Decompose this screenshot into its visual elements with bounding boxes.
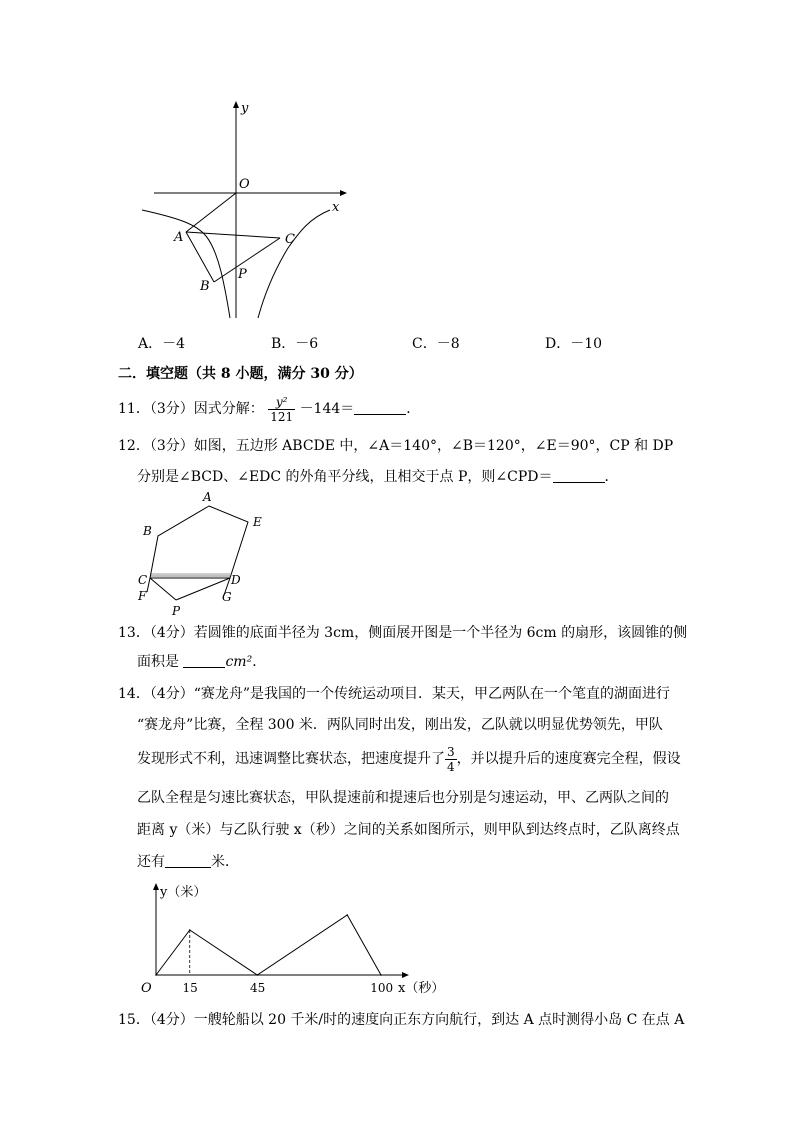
chart-point: [380, 974, 382, 976]
chart-point: [346, 914, 348, 916]
segment-cp: [150, 578, 176, 600]
label-d: D: [231, 573, 241, 587]
q13-answer-blank[interactable]: [183, 653, 225, 668]
figure-pentagon: [134, 488, 274, 618]
q11-fraction-numerator: y²: [268, 395, 295, 410]
q14-answer-blank[interactable]: [165, 853, 211, 868]
q12-end: ．: [604, 469, 619, 485]
q11-fraction-denominator: 121: [270, 409, 294, 424]
option-c-letter: C．: [412, 336, 437, 352]
question-14-line2: “赛龙舟”比赛，全程 300 米．两队同时出发，刚出发，乙队就以明显优势领先，甲队: [137, 717, 663, 733]
question-13-line1: 13．（4分）若圆锥的底面半径为 3cm，侧面展开图是一个半径为 6cm 的扇形，该圆锥的侧: [118, 625, 688, 641]
option-c[interactable]: [412, 333, 460, 353]
option-d[interactable]: [545, 333, 602, 353]
label-c: C: [285, 232, 295, 247]
label-e: E: [253, 515, 262, 529]
q13-line2-text: 面积是: [137, 654, 184, 670]
q11-answer-blank[interactable]: [354, 400, 406, 415]
q13-unit: cm²: [225, 654, 253, 670]
q14-fraction-numerator: 3: [447, 744, 455, 759]
option-b-value: －6: [295, 336, 319, 352]
q14-line3-b: ，并以提升后的速度赛完全程，假设: [456, 751, 681, 767]
label-a: A: [203, 490, 212, 504]
label-g: G: [222, 590, 232, 604]
label-p: P: [172, 604, 181, 618]
option-b-letter: B．: [271, 336, 296, 352]
label-b: B: [200, 279, 210, 294]
section-title: 二．填空题（共 8 小题，满分 30 分）: [118, 366, 363, 382]
chart-y-label: y（米）: [160, 885, 207, 900]
q14-line6-b: 米．: [211, 854, 239, 870]
chart-origin-label: O: [141, 981, 152, 996]
label-a: A: [174, 230, 184, 245]
q11-score: （3分）: [149, 401, 194, 417]
question-11: [118, 392, 420, 426]
q14-line6-a: 还有: [137, 854, 165, 870]
segment-oa: [186, 193, 236, 232]
chart-x-label: x（秒）: [398, 981, 445, 996]
figure-hyperbola: [138, 96, 358, 322]
question-13-line2: [137, 652, 266, 672]
label-x: x: [332, 200, 340, 215]
question-14-line6: [137, 852, 239, 872]
q12-answer-blank[interactable]: [553, 468, 605, 483]
q14-line3-a: 发现形式不利，迅速调整比赛状态，把速度提升了: [137, 751, 445, 767]
option-a-letter: A．: [138, 336, 163, 352]
label-p: P: [238, 267, 247, 282]
q14-fraction-denominator: 4: [447, 759, 455, 774]
hyperbola-right-branch: [258, 210, 330, 318]
question-14-line3: [137, 742, 681, 776]
option-a[interactable]: [138, 333, 185, 353]
q11-text: 因式分解：: [193, 401, 264, 417]
q14-fraction: [445, 745, 457, 774]
label-o: O: [239, 177, 250, 192]
label-b: B: [143, 524, 152, 538]
chart-x-tick-label: 100: [370, 981, 394, 995]
segment-ab: [186, 232, 214, 282]
chart-x-tick-label: 15: [182, 981, 198, 995]
chart-x-tick-label: 45: [250, 981, 266, 995]
question-12-line1: 12．（3分）如图，五边形 ABCDE 中，∠A＝140°，∠B＝120°，∠E＝90°，CP 和 DP: [118, 438, 674, 454]
question-15-line1: 15．（4分）一艘轮船以 20 千米/时的速度向正东方向航行，到达 A 点时测得小岛 C 在点 A: [118, 1012, 685, 1028]
distance-time-chart: [136, 878, 456, 1000]
pentagon-abcde: [150, 506, 248, 578]
q12-line2-text: 分别是∠BCD、∠EDC 的外角平分线，且相交于点 P，则∠CPD＝: [137, 469, 553, 485]
chart-point: [256, 974, 258, 976]
chart-point: [155, 974, 157, 976]
question-14-line1: 14．（4分）“赛龙舟”是我国的一个传统运动项目．某天，甲乙两队在一个笔直的湖面进行: [118, 686, 671, 702]
segment-ac: [186, 232, 280, 238]
q11-end: ．: [406, 401, 421, 417]
option-d-letter: D．: [545, 336, 571, 352]
hyperbola-left-branch: [142, 210, 230, 318]
question-14-line5: 距离 y（米）与乙队行驶 x（秒）之间的关系如图所示，则甲队到达终点时，乙队离终点: [137, 822, 680, 838]
question-12-line2: [137, 467, 619, 487]
extension-bc: [147, 578, 150, 592]
label-y: y: [241, 101, 249, 116]
segment-bc: [214, 238, 280, 282]
option-a-value: －4: [162, 336, 186, 352]
option-d-value: －10: [570, 336, 603, 352]
q13-end: ．: [252, 654, 267, 670]
option-b[interactable]: [271, 333, 318, 353]
q11-tail: －144＝: [299, 401, 355, 417]
option-c-value: －8: [436, 336, 460, 352]
q11-number: 11．: [118, 401, 150, 417]
label-f: F: [138, 589, 147, 603]
label-c: C: [138, 573, 148, 587]
q11-fraction: [268, 395, 295, 424]
question-14-line4: 乙队全程是匀速比赛状态，甲队提速前和提速后也分别是匀速运动，甲、乙两队之间的: [137, 790, 669, 806]
